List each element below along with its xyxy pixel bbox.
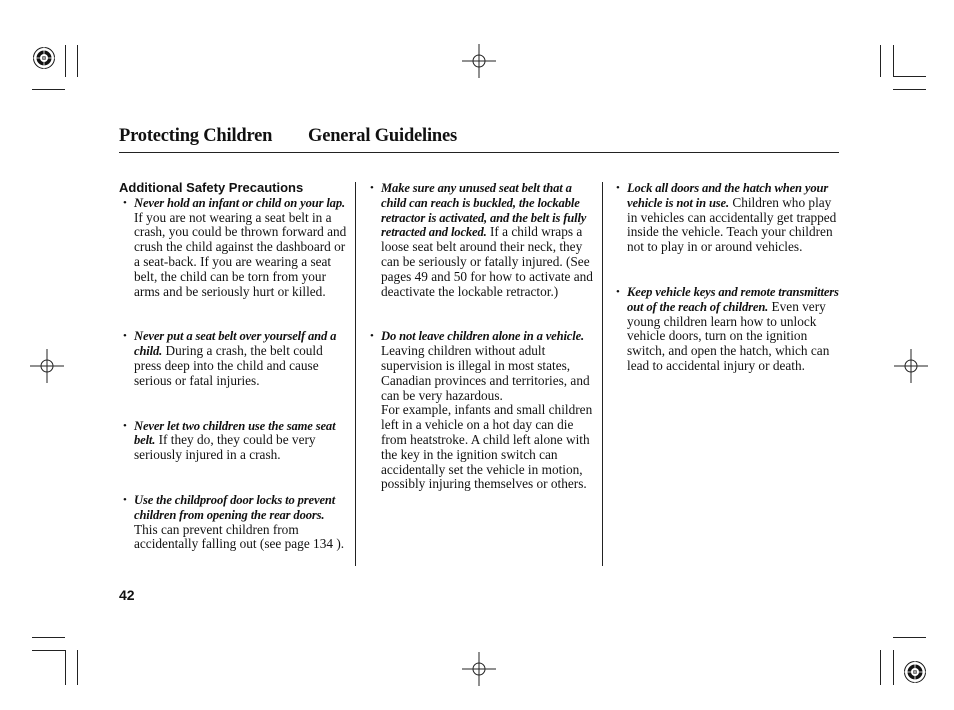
list-item-lead: Never let two children use the same seat belt. [134,418,336,448]
list-item-lead: Do not leave children alone in a vehicle. [381,329,585,344]
list-item [366,329,594,492]
crosshair-icon [30,349,64,383]
list-item-text: During a crash, the belt could press deep into the child and cause serious or fatal injuries. [134,343,323,388]
list-item [119,329,349,388]
crosshair-icon [894,349,928,383]
list-item-lead: Make sure any unused seat belt that a child can reach is buckled, the lockable retractor is activated, and the belt is fully retracted and locked. [381,181,587,240]
crosshair-icon [462,652,496,686]
list-item-lead: Keep vehicle keys and remote transmitters out of the reach of children. [627,284,839,314]
subheading: Additional Safety Precautions [119,180,304,195]
header-rule [119,152,839,153]
bullet-icon: • [370,182,374,194]
bullet-icon: • [370,330,374,343]
list-item [119,196,349,300]
bullet-icon: • [123,419,127,432]
column-3 [612,181,840,374]
list-item-text: Leaving children without adult supervision is illegal in most states, Canadian provinces and territories, and can be very hazardous. [381,343,590,403]
column-divider [355,182,356,566]
page-number: 42 [119,587,135,603]
list-item-lead: Never put a seat belt over yourself and a child. [134,329,337,359]
list-item [612,181,840,255]
page-title: General Guidelines [308,126,458,146]
list-item [366,181,594,299]
list-item-text: If they do, they could be very seriously injured in a crash. [134,432,316,463]
bullet-icon: • [123,330,127,343]
section-title: Protecting Children [119,126,273,146]
column-2 [366,181,594,492]
bullet-icon: • [616,285,620,298]
list-item-lead: Never hold an infant or child on your lap. [134,195,345,210]
body-paragraph: For example, infants and small children left in a vehicle on a hot day can die from heatstroke. A child left alone with the key in the ignition switch can accidentally set the vehicle in motion, possibly injuring themselves or others. [381,402,593,492]
list-item-lead: Use the childproof door locks to prevent children from opening the rear doors. [134,492,336,522]
list-item-text: Children who play in vehicles can accidentally get trapped inside the vehicle. Teach your children not to play in or around vehicles. [627,194,837,255]
bullet-icon: • [616,182,620,194]
list-item-text: If you are not wearing a seat belt in a crash, you could be thrown forward and crush the child against the dashboard or a seat-back. If you are wearing a seat belt, the child can be torn from your arms and be seriously hurt or killed. [134,209,347,299]
bullet-icon: • [123,493,127,506]
list-item-text: If a child wraps a loose seat belt around their neck, they can be seriously or fatally injured. (See pages 49 and 50 for how to activate and deactivate the lockable retractor.) [381,224,593,299]
registration-target-icon [903,660,927,684]
list-item [612,285,840,374]
list-item-text: This can prevent children from accidentally falling out (see page 134 ). [134,521,345,552]
registration-target-icon [32,46,56,70]
crosshair-icon [462,44,496,78]
bullet-icon: • [123,196,127,209]
list-item-text: Even very young children learn how to unlock vehicle doors, turn on the ignition switch, and open the hatch, which can lead to accidental injury or death. [627,298,830,373]
column-divider [602,182,603,566]
list-item [119,493,349,552]
list-item-lead: Lock all doors and the hatch when your vehicle is not in use. [627,181,829,210]
column-1 [119,181,349,552]
list-item [119,419,349,463]
